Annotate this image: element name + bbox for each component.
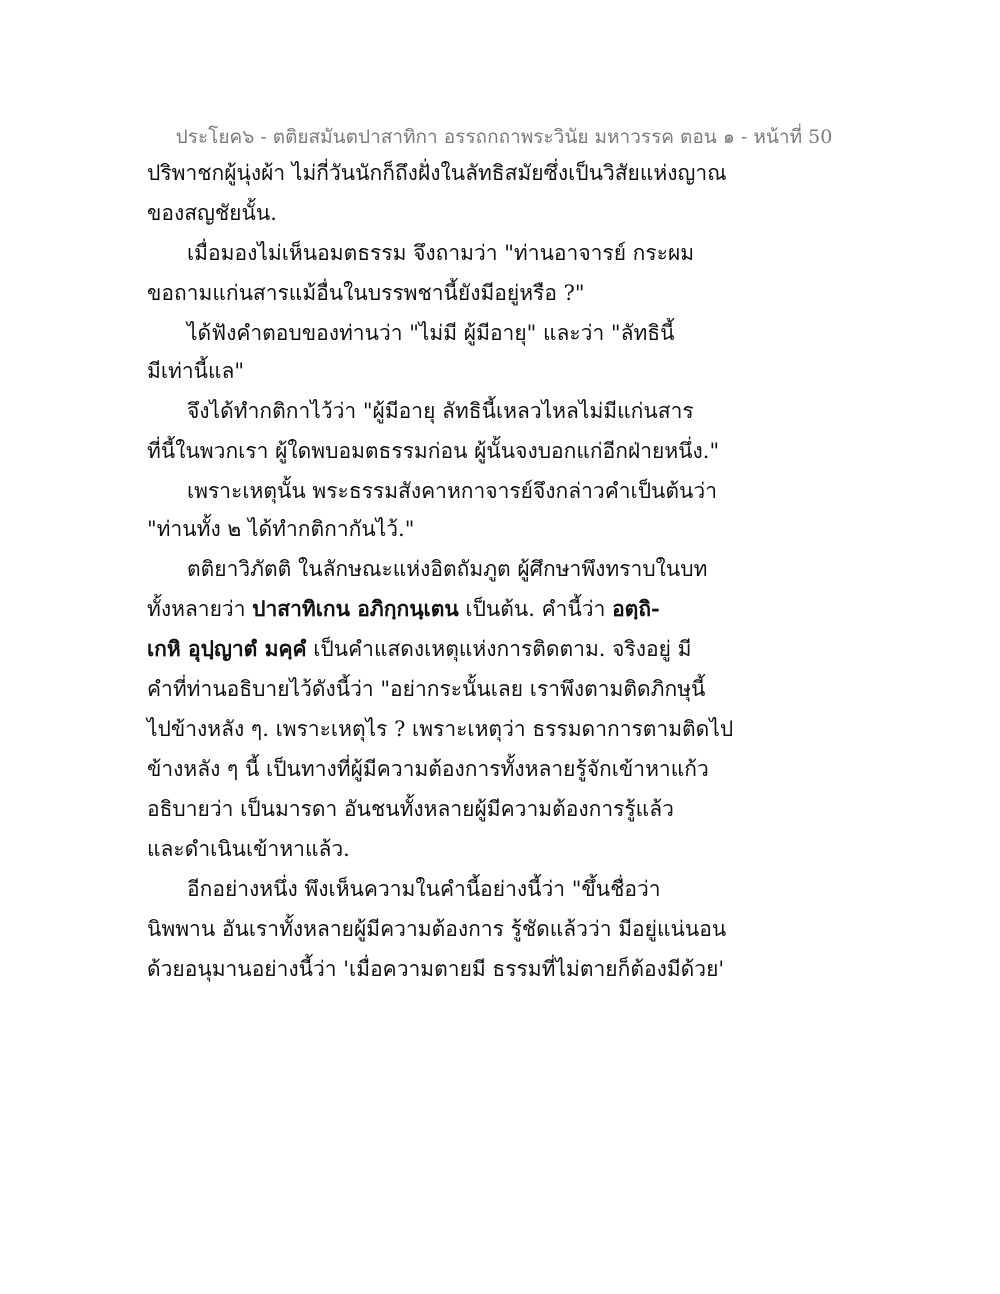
text-run: ขอถามแก่นสารแม้อื่นในบรรพชานี้ยังมีอยู่หรือ ?" xyxy=(147,281,585,305)
text-run: เมื่อมองไม่เห็นอมตธรรม จึงถามว่า "ท่านอาจารย์ กระผม xyxy=(187,241,695,265)
text-line xyxy=(147,714,733,744)
text-run: ปริพาชกผู้นุ่งผ้า ไม่กี่วันนักก็ถึงฝั่งในลัทธิสมัยซึ่งเป็นวิสัยแห่งญาณ xyxy=(147,161,727,185)
bold-term: อตฺถิ- xyxy=(612,596,660,621)
text-run: นิพพาน อันเราทั้งหลายผู้มีความต้องการ รู้ชัดแล้วว่า มีอยู่แน่นอน xyxy=(147,917,727,941)
text-line xyxy=(187,396,694,426)
text-line xyxy=(147,634,691,664)
text-line xyxy=(147,198,277,228)
text-line xyxy=(187,238,694,268)
text-line xyxy=(147,514,414,544)
text-run: อธิบายว่า เป็นมารดา อันชนทั้งหลายผู้มีความต้องการรู้แล้ว xyxy=(147,797,674,821)
bold-term: ปาสาทิเกน อภิกฺกนฺเตน xyxy=(252,596,459,621)
text-run: ไปข้างหลัง ๆ. เพราะเหตุไร ? เพราะเหตุว่า ธรรมดาการตามติดไป xyxy=(147,717,734,741)
text-run: คำที่ท่านอธิบายไว้ดังนี้ว่า "อย่ากระนั้นเลย เราพึงตามติดภิกษุนี้ xyxy=(147,677,706,701)
text-line xyxy=(187,554,707,584)
text-line xyxy=(147,954,724,984)
text-run: ด้วยอนุมานอย่างนี้ว่า 'เมื่อความตายมี ธรรมที่ไม่ตายก็ต้องมีด้วย' xyxy=(147,957,725,981)
text-line xyxy=(147,754,709,784)
text-line xyxy=(147,278,585,308)
text-line xyxy=(187,318,674,348)
text-line xyxy=(147,594,660,624)
text-run: เป็นต้น. คำนี้ว่า xyxy=(458,597,613,621)
text-run: เพราะเหตุนั้น พระธรรมสังคาหกาจารย์จึงกล่าวคำเป็นต้นว่า xyxy=(187,479,717,503)
text-run: และดำเนินเข้าหาแล้ว. xyxy=(147,837,350,861)
text-run: ข้างหลัง ๆ นี้ เป็นทางที่ผู้มีความต้องการทั้งหลายรู้จักเข้าหาแก้ว xyxy=(147,757,709,781)
text-run: ตติยาวิภัตติ ในลักษณะแห่งอิตถัมภูต ผู้ศึกษาพึงทราบในบท xyxy=(187,557,708,581)
text-line xyxy=(187,874,661,904)
text-line xyxy=(187,476,717,506)
running-title: ประโยค๖ - ตติยสมันตปาสาทิกา อรรถกถาพระวินัย มหาวรรค ตอน ๑ - หน้าที่ 50 xyxy=(175,126,833,148)
text-line xyxy=(147,356,244,386)
text-line xyxy=(147,914,726,944)
text-run: ได้ฟังคำตอบของท่านว่า "ไม่มี ผู้มีอายุ" และว่า "ลัทธินี้ xyxy=(187,321,675,345)
text-run: จึงได้ทำกติกาไว้ว่า "ผู้มีอายุ ลัทธินี้เหลวไหลไม่มีแก่นสาร xyxy=(187,399,694,423)
text-line xyxy=(147,794,674,824)
text-run: "ท่านทั้ง ๒ ได้ทำกติกากันไว้." xyxy=(147,517,415,541)
text-run: อีกอย่างหนึ่ง พึงเห็นความในคำนี้อย่างนี้ว่า "ขึ้นชื่อว่า xyxy=(187,877,661,901)
text-run: เป็นคำแสดงเหตุแห่งการติดตาม. จริงอยู่ มี xyxy=(306,637,692,661)
text-line xyxy=(147,674,705,704)
text-line xyxy=(147,158,727,188)
text-run: ของสญชัยนั้น. xyxy=(147,201,277,225)
text-run: มีเท่านี้แล" xyxy=(147,359,245,383)
bold-term: เกหิ อุปฺญาตํ มคฺคํ xyxy=(147,636,307,661)
text-line xyxy=(147,834,350,864)
text-line xyxy=(147,436,719,466)
text-run: ทั้งหลายว่า xyxy=(147,597,253,621)
text-run: ที่นี้ในพวกเรา ผู้ใดพบอมตธรรมก่อน ผู้นั้นจงบอกแก่อีกฝ่ายหนึ่ง." xyxy=(147,439,720,463)
